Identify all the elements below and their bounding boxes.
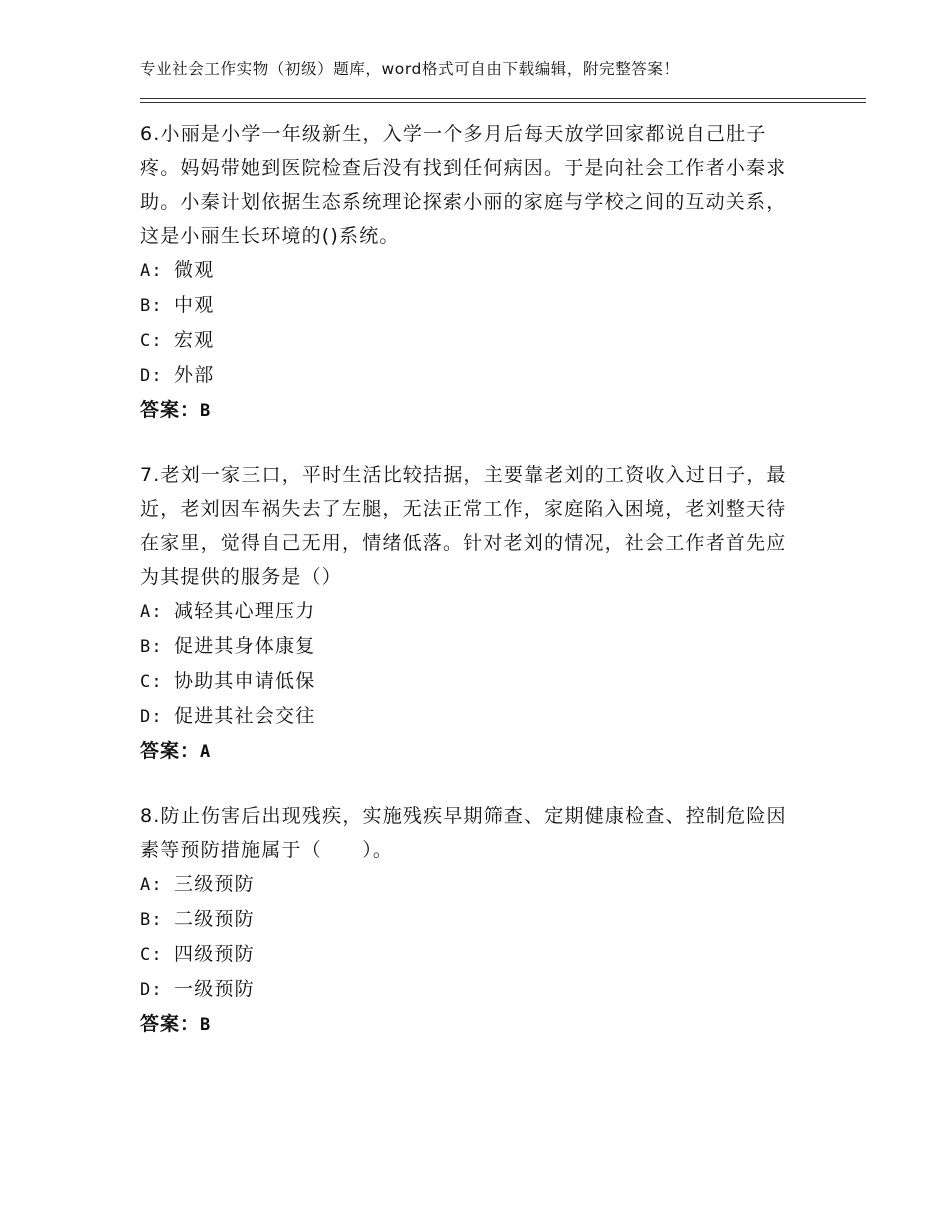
option-b [140, 629, 800, 664]
option-letter: D: [140, 366, 163, 386]
option-text: 减轻其心理压力 [174, 600, 316, 622]
option-d [140, 358, 800, 393]
option-c [140, 937, 800, 972]
option-text: 促进其社会交往 [174, 705, 316, 727]
option-c [140, 323, 800, 358]
answer-label: 答案： [140, 740, 201, 762]
option-text: 外部 [174, 364, 215, 386]
answer-line [140, 734, 800, 769]
option-b [140, 288, 800, 323]
option-letter: B: [140, 637, 163, 657]
option-b [140, 902, 800, 937]
answer-line [140, 1007, 800, 1042]
page-header: 专业社会工作实物（初级）题库，word格式可自由下载编辑，附完整答案！ [140, 60, 680, 78]
option-text: 宏观 [174, 329, 215, 351]
question-text: 8.防止伤害后出现残疾，实施残疾早期筛查、定期健康检查、控制危险因素等预防措施属于（ ）。 [140, 805, 787, 861]
option-letter: B: [140, 296, 163, 316]
option-list [140, 253, 800, 393]
option-text: 三级预防 [174, 873, 255, 895]
option-text: 中观 [174, 294, 215, 316]
answer-value: B [200, 401, 212, 421]
answer-value: A [200, 742, 212, 762]
option-text: 协助其申请低保 [174, 670, 316, 692]
question-6 [140, 117, 800, 428]
answer-label: 答案： [140, 1013, 201, 1035]
question-text: 6.小丽是小学一年级新生，入学一个多月后每天放学回家都说自己肚子疼。妈妈带她到医院检查后没有找到任何病因。于是向社会工作者小秦求助。小秦计划依据生态系统理论探索小丽的家庭与学校之间的互动关系，这是小丽生长环境的()系统。 [140, 123, 787, 247]
option-text: 四级预防 [174, 943, 255, 965]
option-letter: D: [140, 980, 163, 1000]
option-letter: A: [140, 602, 163, 622]
option-text: 微观 [174, 259, 215, 281]
question-8 [140, 799, 800, 1042]
option-letter: C: [140, 945, 163, 965]
option-a [140, 867, 800, 902]
option-d [140, 699, 800, 734]
option-letter: C: [140, 331, 163, 351]
option-a [140, 594, 800, 629]
option-letter: C: [140, 672, 163, 692]
option-text: 二级预防 [174, 908, 255, 930]
option-d [140, 972, 800, 1007]
answer-label: 答案： [140, 399, 201, 421]
question-text: 7.老刘一家三口，平时生活比较拮据，主要靠老刘的工资收入过日子，最近，老刘因车祸失去了左腿，无法正常工作，家庭陷入困境，老刘整天待在家里，觉得自己无用，情绪低落。针对老刘的情况，社会工作者首先应为其提供的服务是（） [140, 464, 787, 588]
option-c [140, 664, 800, 699]
option-list [140, 594, 800, 734]
option-letter: A: [140, 875, 163, 895]
option-letter: B: [140, 910, 163, 930]
answer-value: B [200, 1015, 212, 1035]
option-letter: D: [140, 707, 163, 727]
option-text: 促进其身体康复 [174, 635, 316, 657]
header-divider-top [140, 98, 866, 99]
question-7 [140, 458, 800, 769]
option-a [140, 253, 800, 288]
option-list [140, 867, 800, 1007]
answer-line [140, 393, 800, 428]
header-divider-bottom [140, 102, 866, 103]
option-letter: A: [140, 261, 163, 281]
option-text: 一级预防 [174, 978, 255, 1000]
